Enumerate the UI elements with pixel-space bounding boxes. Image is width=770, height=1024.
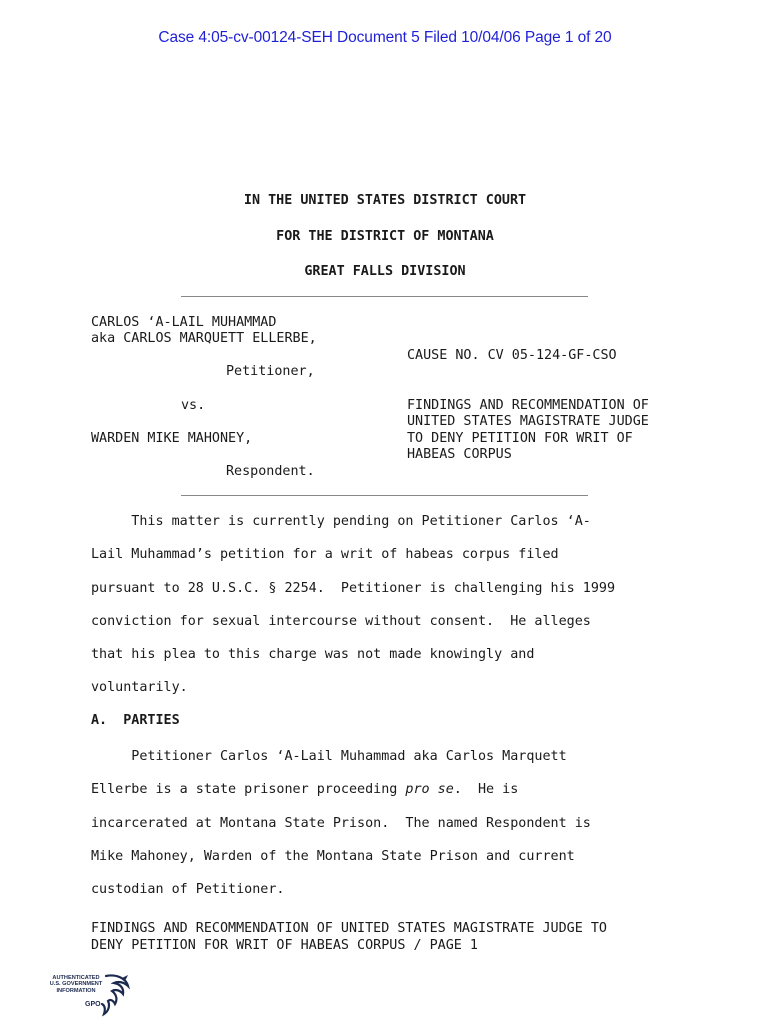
court-title-line-2: FOR THE DISTRICT OF MONTANA — [276, 229, 494, 244]
gpo-logo-text: AUTHENTICATED U.S. GOVERNMENT INFORMATION — [49, 975, 103, 994]
doc-title-line-4: HABEAS CORPUS — [407, 447, 512, 462]
court-title-line-1: IN THE UNITED STATES DISTRICT COURT — [243, 193, 527, 208]
footer-line-2: DENY PETITION FOR WRIT OF HABEAS CORPUS / PAGE 1 — [91, 938, 478, 953]
page-footer — [91, 920, 607, 954]
parties-line-3: incarcerated at Montana State Prison. The named Respondent is — [91, 815, 591, 831]
parties-line-5: custodian of Petitioner. — [91, 882, 285, 898]
respondent-role: Respondent. — [226, 464, 315, 479]
parties-line-4: Mike Mahoney, Warden of the Montana State Prison and current — [91, 848, 575, 864]
doc-title-line-1: FINDINGS AND RECOMMENDATION OF — [407, 398, 649, 413]
parties-line-2-start: Ellerbe is a state prisoner proceeding — [91, 782, 406, 798]
caption-bottom-rule — [181, 495, 588, 496]
intro-line-1: This matter is currently pending on Petitioner Carlos ‘A- — [91, 514, 591, 529]
gpo-logo-name: GPO — [85, 1001, 101, 1008]
doc-title-line-3: TO DENY PETITION FOR WRIT OF — [407, 431, 633, 446]
parties-paragraph — [91, 740, 691, 906]
intro-line-3: pursuant to 28 U.S.C. § 2254. Petitioner is challenging his 1999 — [91, 580, 616, 596]
intro-line-5: that his plea to this charge was not made knowingly and — [91, 647, 535, 663]
intro-line-6: voluntarily. — [91, 680, 188, 696]
court-title-line-3: GREAT FALLS DIVISION — [304, 264, 466, 279]
intro-line-2: Lail Muhammad’s petition for a writ of habeas corpus filed — [91, 547, 559, 563]
cause-number: CAUSE NO. CV 05-124-GF-CSO — [407, 348, 617, 363]
intro-paragraph — [91, 505, 691, 705]
gpo-authentication-logo — [45, 972, 135, 1018]
parties-line-1: Petitioner Carlos ‘A-Lail Muhammad aka Carlos Marquett — [91, 749, 567, 764]
petitioner-role: Petitioner, — [226, 364, 315, 379]
footer-line-1: FINDINGS AND RECOMMENDATION OF UNITED STATES MAGISTRATE JUDGE TO — [91, 921, 607, 936]
petitioner-name-line-1: CARLOS ‘A-LAIL MUHAMMAD — [91, 315, 277, 330]
intro-line-4: conviction for sexual intercourse without consent. He alleges — [91, 613, 591, 629]
doc-title-line-2: UNITED STATES MAGISTRATE JUDGE — [407, 414, 649, 429]
case-stamp-header: Case 4:05-cv-00124-SEH Document 5 Filed 10/04/06 Page 1 of 20 — [158, 29, 612, 46]
petitioner-name-line-2: aka CARLOS MARQUETT ELLERBE, — [91, 331, 317, 346]
parties-line-2-end: . He is — [453, 782, 519, 798]
pro-se-italic: pro se — [405, 782, 454, 798]
caption-top-rule — [181, 296, 588, 297]
respondent-name: WARDEN MIKE MAHONEY, — [91, 431, 253, 446]
section-heading-parties: A. PARTIES — [91, 713, 180, 728]
eagle-icon — [100, 972, 132, 1018]
versus-label: vs. — [181, 398, 206, 413]
